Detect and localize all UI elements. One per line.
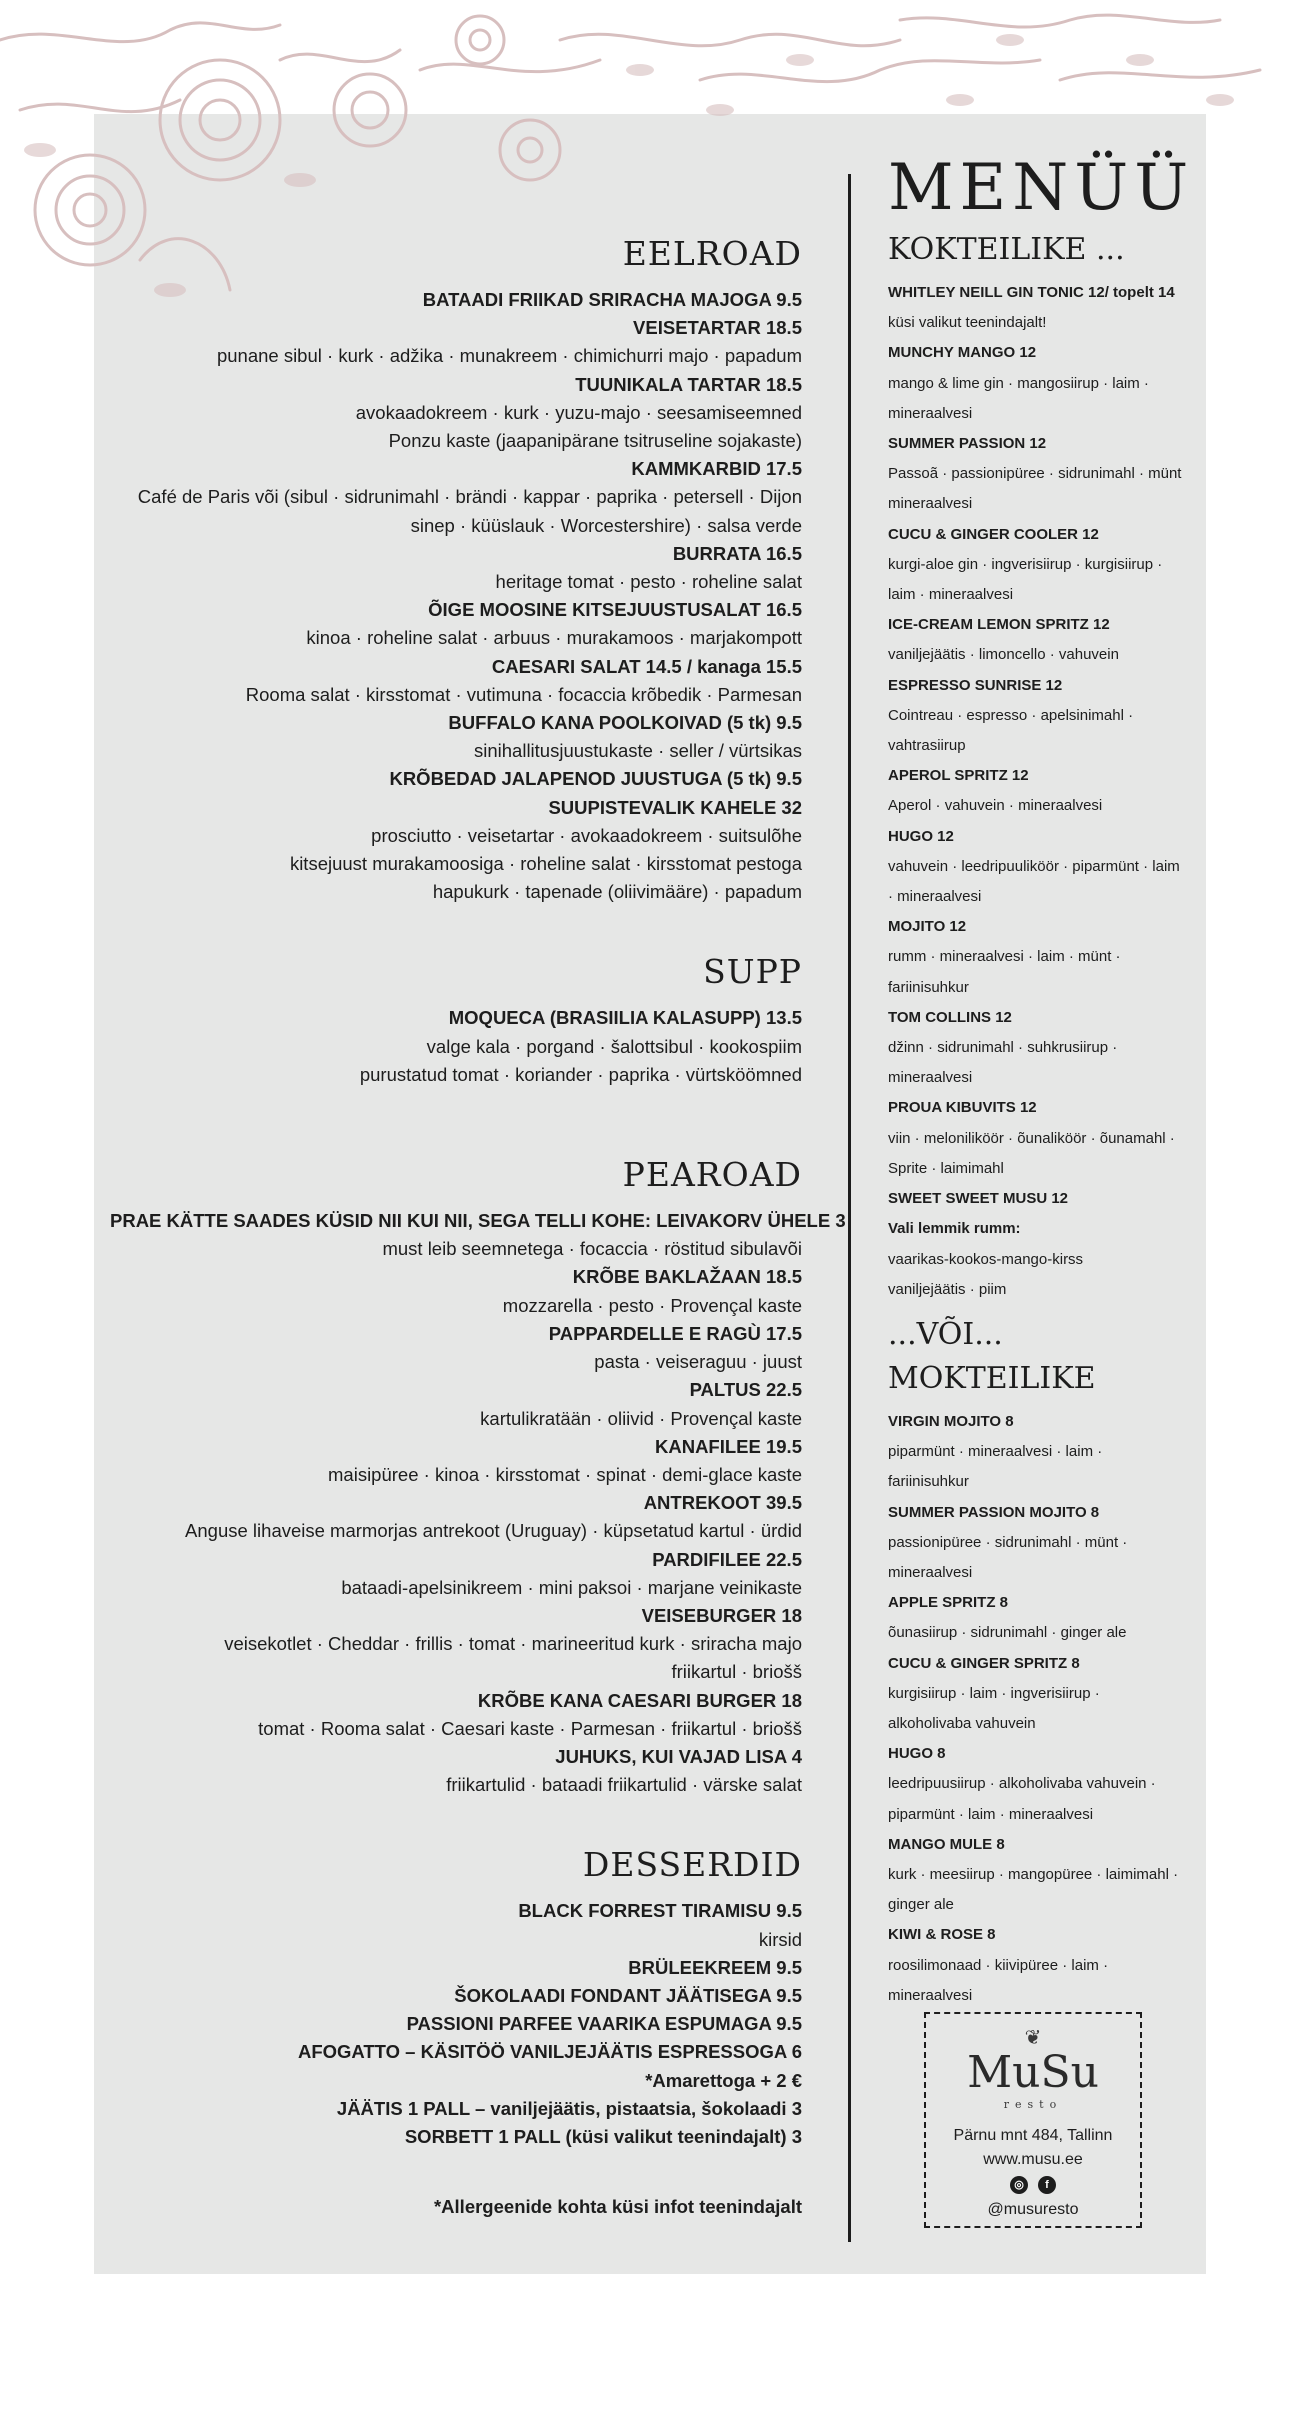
menu-item-title: PAPPARDELLE E RAGÙ 17.5 xyxy=(548,1322,802,1344)
section-lines xyxy=(110,1207,846,1799)
menu-item-description: Aperol · vahuvein · mineraalvesi xyxy=(888,797,1103,815)
menu-item-title: MANGO MULE 8 xyxy=(888,1835,1005,1853)
menu-item-title: KRÕBEDAD JALAPENOD JUUSTUGA (5 tk) 9.5 xyxy=(389,768,802,790)
menu-item-title: VIRGIN MOJITO 8 xyxy=(888,1412,1014,1430)
menu-item-description: must leib seemnetega · focaccia · röstitud sibulavõi xyxy=(382,1238,802,1260)
menu-item-description: · mineraalvesi xyxy=(888,888,982,906)
section-heading: KOKTEILIKE ... xyxy=(888,232,1125,267)
menu-item-description: vaarikas-kookos-mango-kirss xyxy=(888,1250,1084,1268)
menu-item-description: mineraalvesi xyxy=(888,404,973,422)
menu-item-title: VEISEBURGER 18 xyxy=(641,1604,802,1626)
menu-item-title: CAESARI SALAT 14.5 / kanaga 15.5 xyxy=(491,655,802,677)
menu-item-description: fariinisuhkur xyxy=(888,1473,969,1491)
menu-item-description: alkoholivaba vahuvein xyxy=(888,1714,1036,1732)
menu-item-description: sinep · küüslauk · Worcestershire) · salsa verde xyxy=(410,514,802,536)
menu-item-description: Sprite · laimimahl xyxy=(888,1159,1004,1177)
right-column xyxy=(888,148,1198,2011)
menu-item-description: pasta · veiseraguu · juust xyxy=(594,1351,802,1373)
menu-item-description: kurgi-aloe gin · ingverisiirup · kurgisiirup · xyxy=(888,555,1163,573)
menu-item-title: Vali lemmik rumm: xyxy=(888,1220,1021,1238)
menu-item-title: KRÕBE BAKLAŽAAN 18.5 xyxy=(572,1266,802,1288)
menu-item-description: Rooma salat · kirsstomat · vutimuna · focaccia krõbedik · Parmesan xyxy=(245,683,802,705)
menu-item-title: ÕIGE MOOSINE KITSEJUUSTUSALAT 16.5 xyxy=(428,599,802,621)
menu-item-title: HUGO 12 xyxy=(888,827,954,845)
menu-item-title: KRÕBE KANA CAESARI BURGER 18 xyxy=(477,1689,802,1711)
menu-item-description: viin · meloniliköör · õunaliköör · õunamahl · xyxy=(888,1129,1175,1147)
menu-item-description: tomat · Rooma salat · Caesari kaste · Parmesan · friikartul · briošš xyxy=(258,1717,802,1739)
section-lines xyxy=(110,286,802,906)
menu-item-description: friikartulid · bataadi friikartulid · värske salat xyxy=(446,1774,802,1796)
website-link[interactable]: www.musu.ee xyxy=(983,2151,1083,2168)
menu-item-description: punane sibul · kurk · adžika · munakreem · chimichurri majo · papadum xyxy=(216,345,802,367)
menu-item-description: vahtrasiirup xyxy=(888,737,966,755)
section-supp xyxy=(110,948,802,1089)
section-heading: ...VÕI... MOKTEILIKE xyxy=(888,1316,1096,1396)
menu-item-title: MOQUECA (BRASIILIA KALASUPP) 13.5 xyxy=(448,1007,802,1029)
menu-item-title: SWEET SWEET MUSU 12 xyxy=(888,1190,1069,1208)
menu-item-title: ESPRESSO SUNRISE 12 xyxy=(888,676,1063,694)
menu-item-description: vaniljejäätis · piim xyxy=(888,1280,1007,1298)
menu-item-description: kurgisiirup · laim · ingverisiirup · xyxy=(888,1684,1100,1702)
menu-item-description: roosilimonaad · kiivipüree · laim · xyxy=(888,1956,1109,1974)
menu-item-description: purustatud tomat · koriander · paprika · vürtsköömned xyxy=(359,1063,802,1085)
allergen-note: *Allergeenide kohta küsi infot teenindajalt xyxy=(433,2196,802,2218)
menu-item-description: Ponzu kaste (jaapanipärane tsitruseline sojakaste) xyxy=(388,430,802,452)
menu-item-title: APEROL SPRITZ 12 xyxy=(888,767,1029,785)
menu-item-description: kirsid xyxy=(758,1928,802,1950)
logo-subtitle: resto xyxy=(1003,2098,1063,2111)
section-kokteilike xyxy=(888,228,1198,1305)
menu-item-title: JÄÄTIS 1 PALL – vaniljejäätis, pistaatsia, šokolaadi 3 xyxy=(336,2097,802,2119)
menu-item-title: KAMMKARBID 17.5 xyxy=(631,458,802,480)
menu-item-title: ŠOKOLAADI FONDANT JÄÄTISEGA 9.5 xyxy=(454,1984,802,2006)
menu-item-title: CUCU & GINGER SPRITZ 8 xyxy=(888,1654,1080,1672)
menu-item-description: õunasiirup · sidrunimahl · ginger ale xyxy=(888,1624,1127,1642)
section-lines xyxy=(888,278,1198,1305)
menu-item-title: SUMMER PASSION MOJITO 8 xyxy=(888,1503,1100,1521)
menu-item-title: TOM COLLINS 12 xyxy=(888,1008,1012,1026)
section-heading: EELROAD xyxy=(622,234,802,273)
menu-item-title: PARDIFILEE 22.5 xyxy=(652,1548,802,1570)
menu-item-description: mineraalvesi xyxy=(888,1069,973,1087)
menu-item-title: JUHUKS, KUI VAJAD LISA 4 xyxy=(555,1745,802,1767)
menu-item-title: MUNCHY MANGO 12 xyxy=(888,344,1037,362)
section-heading: DESSERDID xyxy=(582,1845,802,1885)
menu-item-description: passionipüree · sidrunimahl · münt · xyxy=(888,1533,1128,1551)
logo-name: MuSu xyxy=(967,2047,1099,2098)
menu-item-title: ICE-CREAM LEMON SPRITZ 12 xyxy=(888,616,1110,634)
column-divider xyxy=(848,174,851,2242)
menu-item-title: BATAADI FRIIKAD SRIRACHA MAJOGA 9.5 xyxy=(422,289,802,310)
menu-item-description: maisipüree · kinoa · kirsstomat · spinat · demi-glace kaste xyxy=(328,1463,802,1485)
menu-item-description: vaniljejäätis · limoncello · vahuvein xyxy=(888,646,1119,664)
menu-item-description: heritage tomat · pesto · roheline salat xyxy=(495,571,802,593)
menu-item-title: AFOGATTO – KÄSITÖÖ VANILJEJÄÄTIS ESPRESSOGA 6 xyxy=(297,2041,802,2063)
ornament-icon: ❦ xyxy=(1024,2027,1042,2049)
section-lines xyxy=(110,1004,802,1089)
menu-item-description: rumm · mineraalvesi · laim · münt · xyxy=(888,948,1121,966)
menu-item-description: laim · mineraalvesi xyxy=(888,586,1014,604)
menu-item-description: bataadi-apelsinikreem · mini paksoi · marjane veinikaste xyxy=(341,1576,802,1598)
menu-item-description: valge kala · porgand · šalottsibul · kookospiim xyxy=(426,1035,802,1057)
menu-title: MENÜÜ xyxy=(888,151,1195,225)
section-mokteilike xyxy=(888,1313,1198,2011)
facebook-icon[interactable]: f xyxy=(1038,2176,1056,2194)
menu-item-description: mineraalvesi xyxy=(888,1563,973,1581)
menu-item-title: KANAFILEE 19.5 xyxy=(654,1435,802,1457)
section-lines xyxy=(110,1897,802,2151)
menu-item-title: PALTUS 22.5 xyxy=(689,1379,802,1401)
social-handle: @musuresto xyxy=(987,2201,1079,2218)
instagram-icon[interactable]: ◎ xyxy=(1010,2176,1028,2194)
menu-item-description: friikartul · briošš xyxy=(671,1661,802,1683)
menu-item-title: PROUA KIBUVITS 12 xyxy=(888,1099,1037,1117)
menu-item-description: vahuvein · leedripuuliköör · piparmünt · laim xyxy=(888,857,1180,875)
menu-item-description: kinoa · roheline salat · arbuus · murakamoos · marjakompott xyxy=(306,627,802,649)
section-lines xyxy=(888,1407,1198,2011)
social-icons xyxy=(926,2176,1140,2194)
menu-item-title: *Amarettoga + 2 € xyxy=(645,2069,802,2091)
menu-item-description: Cointreau · espresso · apelsinimahl · xyxy=(888,706,1134,724)
menu-item-title: VEISETARTAR 18.5 xyxy=(633,317,802,339)
menu-item-title: PRAE KÄTTE SAADES KÜSID NII KUI NII, SEGA TELLI KOHE: LEIVAKORV ÜHELE 3 xyxy=(110,1210,846,1232)
menu-item-description: küsi valikut teenindajalt! xyxy=(888,314,1047,332)
menu-item-title: BURRATA 16.5 xyxy=(672,542,802,564)
menu-item-title: ANTREKOOT 39.5 xyxy=(643,1492,802,1514)
section-desserdid xyxy=(110,1841,802,2151)
menu-item-description: Anguse lihaveise marmorjas antrekoot (Uruguay) · küpsetatud kartul · ürdid xyxy=(185,1520,802,1542)
menu-item-description: džinn · sidrunimahl · suhkrusiirup · xyxy=(888,1039,1118,1057)
menu-item-description: veisekotlet · Cheddar · frillis · tomat · marineeritud kurk · sriracha majo xyxy=(224,1633,802,1655)
menu-item-title: BLACK FORREST TIRAMISU 9.5 xyxy=(518,1900,802,1922)
menu-item-description: mineraalvesi xyxy=(888,495,973,513)
menu-item-description: leedripuusiirup · alkoholivaba vahuvein · xyxy=(888,1775,1156,1793)
menu-item-description: mineraalvesi xyxy=(888,1986,973,2004)
menu-item-description: mango & lime gin · mangosiirup · laim · xyxy=(888,374,1149,392)
menu-item-description: kartulikratään · oliivid · Provençal kaste xyxy=(480,1407,802,1429)
menu-item-description: Café de Paris või (sibul · sidrunimahl · brändi · kappar · paprika · petersell · Dijon xyxy=(137,486,802,508)
menu-item-title: CUCU & GINGER COOLER 12 xyxy=(888,525,1099,543)
menu-item-title: BRÜLEEKREEM 9.5 xyxy=(628,1956,802,1978)
section-heading: PEAROAD xyxy=(622,1155,802,1195)
menu-item-description: ginger ale xyxy=(888,1896,954,1914)
section-heading: SUPP xyxy=(703,952,802,992)
menu-item-description: piparmünt · laim · mineraalvesi xyxy=(888,1805,1094,1823)
menu-item-description: kurk · meesiirup · mangopüree · laimimahl · xyxy=(888,1865,1179,1883)
menu-item-title: SORBETT 1 PALL (küsi valikut teenindajalt) 3 xyxy=(404,2125,802,2147)
menu-item-description: kitsejuust murakamoosiga · roheline salat · kirsstomat pestoga xyxy=(289,853,802,875)
menu-item-title: SUMMER PASSION 12 xyxy=(888,435,1047,453)
menu-item-title: KIWI & ROSE 8 xyxy=(888,1926,996,1944)
menu-item-title: HUGO 8 xyxy=(888,1745,946,1763)
section-pearoad xyxy=(110,1151,846,1799)
menu-item-title: APPLE SPRITZ 8 xyxy=(888,1594,1009,1612)
menu-item-description: avokaadokreem · kurk · yuzu-majo · seesamiseemned xyxy=(355,401,802,423)
menu-item-description: Passoã · passionipüree · sidrunimahl · münt xyxy=(888,465,1182,483)
menu-item-description: sinihallitusjuustukaste · seller / vürtsikas xyxy=(474,740,802,762)
menu-item-title: PASSIONI PARFEE VAARIKA ESPUMAGA 9.5 xyxy=(406,2013,802,2035)
menu-item-title: BUFFALO KANA POOLKOIVAD (5 tk) 9.5 xyxy=(448,712,802,734)
menu-item-description: mozzarella · pesto · Provençal kaste xyxy=(502,1294,802,1316)
menu-item-description: fariinisuhkur xyxy=(888,978,969,996)
menu-item-description: hapukurk · tapenade (oliivimääre) · papadum xyxy=(432,881,802,903)
address: Pärnu mnt 484, Tallinn xyxy=(953,2127,1113,2144)
menu-item-title: WHITLEY NEILL GIN TONIC 12/ topelt 14 xyxy=(888,284,1175,301)
menu-item-title: MOJITO 12 xyxy=(888,918,967,936)
menu-item-description: piparmünt · mineraalvesi · laim · xyxy=(888,1443,1103,1461)
menu-item-title: SUUPISTEVALIK KAHELE 32 xyxy=(548,796,802,818)
menu-item-title: TUUNIKALA TARTAR 18.5 xyxy=(575,373,802,395)
section-eelroad xyxy=(110,230,802,906)
left-column xyxy=(110,230,846,2221)
restaurant-logo-box xyxy=(924,2012,1142,2228)
menu-item-description: prosciutto · veisetartar · avokaadokreem · suitsulõhe xyxy=(371,824,802,846)
